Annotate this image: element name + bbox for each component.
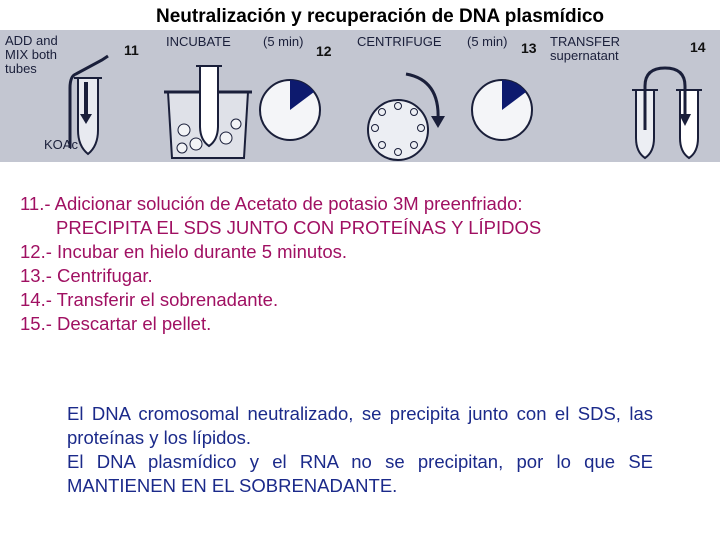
transfer-label-line: TRANSFER bbox=[550, 34, 621, 49]
centrifuge-label: CENTRIFUGE bbox=[357, 34, 442, 49]
step-number-14: 14 bbox=[690, 39, 706, 55]
koac-label: KOAc bbox=[44, 137, 78, 152]
protocol-figure bbox=[0, 30, 720, 162]
centrifuge-time-label: (5 min) bbox=[467, 34, 508, 49]
add-mix-label bbox=[5, 34, 58, 76]
protocol-steps bbox=[20, 192, 710, 336]
transfer-label-line: supernatant bbox=[550, 48, 619, 63]
transfer-label bbox=[550, 35, 620, 63]
slide-title: Neutralización y recuperación de DNA plasmídico bbox=[155, 6, 605, 27]
step-number-11: 11 bbox=[124, 42, 139, 58]
incubate-clock-icon bbox=[260, 80, 320, 140]
add-mix-label-line: ADD and bbox=[5, 33, 58, 48]
step-line: 14.- Transferir el sobrenadante. bbox=[20, 289, 279, 310]
note-paragraph: El DNA plasmídico y el RNA no se precipitan, por lo que SE MANTIENEN EN EL SOBRENADANTE. bbox=[67, 451, 653, 496]
transfer-tubes-illustration bbox=[632, 68, 702, 158]
incubate-time-label: (5 min) bbox=[263, 34, 304, 49]
step-number-13: 13 bbox=[521, 40, 537, 56]
add-mix-label-line: tubes bbox=[5, 61, 37, 76]
centrifuge-clock-icon bbox=[472, 80, 532, 140]
ice-bucket-illustration bbox=[164, 66, 252, 158]
explanation-note bbox=[67, 402, 653, 498]
incubate-label: INCUBATE bbox=[166, 34, 231, 49]
step-line: PRECIPITA EL SDS JUNTO CON PROTEÍNAS Y LÍPIDOS bbox=[56, 217, 542, 238]
centrifuge-rotor-illustration bbox=[368, 74, 445, 160]
step-line: 15.- Descartar el pellet. bbox=[20, 313, 212, 334]
add-mix-label-line: MIX both bbox=[5, 47, 58, 62]
step-number-12: 12 bbox=[316, 43, 332, 59]
step-line: 13.- Centrifugar. bbox=[20, 265, 153, 286]
step-line: 11.- Adicionar solución de Acetato de potasio 3M preenfriado: bbox=[20, 193, 523, 214]
step-line: 12.- Incubar en hielo durante 5 minutos. bbox=[20, 241, 348, 262]
note-paragraph: El DNA cromosomal neutralizado, se precipita junto con el SDS, las proteínas y los lípidos. bbox=[67, 403, 653, 448]
